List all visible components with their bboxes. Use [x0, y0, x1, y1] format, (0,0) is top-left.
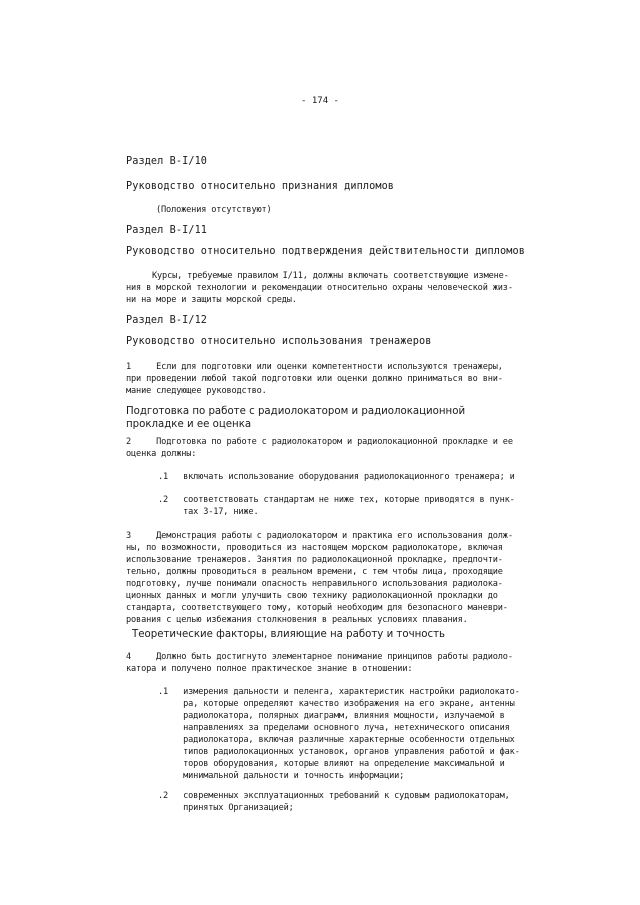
para-1-line: при проведении любой такой подготовки или оценки должно приниматься во вни-	[126, 374, 503, 384]
item-4-1-line: .1 измерения дальности и пеленга, характеристик настройки радиолокато-	[158, 687, 520, 697]
item-2-1: .1 включать использование оборудования радиолокационного тренажера; и	[158, 472, 515, 482]
para-3-line: подготовку, лучше понимали опасность неправильного использования радиолока-	[126, 579, 503, 589]
section-10-note: (Положения отсутствуют)	[156, 205, 272, 215]
para-4-line: 4 Должно быть достигнуто элементарное понимание принципов работы радиоло-	[126, 652, 513, 662]
para-3-line: использование тренажеров. Занятия по радиолокационной прокладке, предпочти-	[126, 555, 503, 565]
item-2-2-line: .2 соответствовать стандартам не ниже тех, которые приводятся в пунк-	[158, 495, 515, 505]
para-2-line: 2 Подготовка по работе с радиолокатором и радиолокационной прокладке и ее	[126, 437, 513, 447]
section-11-para-line: ни на море и защиты морской среды.	[126, 295, 297, 305]
para-3-line: ны, по возможности, проводиться из настоящем морском радиолокаторе, включая	[126, 543, 503, 553]
section-11-title: Руководство относительно подтверждения действительности дипломов	[126, 246, 525, 257]
item-4-2-line: принятых Организацией;	[158, 803, 294, 813]
para-3-line: 3 Демонстрация работы с радиолокатором и практика его использования долж-	[126, 531, 513, 541]
para-3-line: рования с целью избежания столкновения в реальных условиях плавания.	[126, 615, 468, 625]
item-4-1-line: радиолокатора, включая различные характерные особенности отдельных	[158, 735, 515, 745]
page-number: - 174 -	[301, 96, 339, 106]
item-4-1-line: типов радиолокационных установок, органов управления работой и фак-	[158, 747, 520, 757]
para-4-line: катора и получено полное практическое знание в отношении:	[126, 664, 413, 674]
item-4-1-line: ра, которые определяют качество изображения на его экране, антенны	[158, 699, 515, 709]
para-1-line: 1 Если для подготовки или оценки компетентности используются тренажеры,	[126, 362, 503, 372]
item-4-1-line: минимальной дальности и точность информации;	[158, 771, 405, 781]
section-11-para-line: ния в морской технологии и рекомендации относительно охраны человеческой жиз-	[126, 283, 513, 293]
para-3-line: ционных данных и могли улучшить свою технику радиолокационной прокладки до	[126, 591, 498, 601]
item-4-1-line: торов оборудования, которые влияют на определение максимальной и	[158, 759, 505, 769]
item-4-2-line: .2 современных эксплуатационных требований к судовым радиолокаторам,	[158, 791, 510, 801]
section-11-para-line: Курсы, требуемые правилом I/11, должны включать соответствующие измене-	[152, 271, 509, 281]
item-2-2-line: тах 3-17, ниже.	[158, 507, 259, 517]
section-12-title: Руководство относительно использования тренажеров	[126, 336, 432, 347]
subtitle-theoretical-factors: Теоретические факторы, влияющие на работу и точность	[132, 629, 446, 640]
para-1-line: мание следующее руководство.	[126, 386, 267, 396]
section-10-heading: Раздел B-I/10	[126, 156, 208, 167]
para-3-line: стандарта, соответствующего тому, который необходим для безопасного маневри-	[126, 603, 508, 613]
section-10-title: Руководство относительно признания дипломов	[126, 181, 395, 192]
item-4-1-line: радиолокатора, полярных диаграмм, влияния мощности, излучаемой в	[158, 711, 505, 721]
subtitle-radar-training: Подготовка по работе с радиолокатором и радиолокационной	[126, 406, 466, 417]
section-12-heading: Раздел B-I/12	[126, 315, 208, 326]
section-11-heading: Раздел B-I/11	[126, 225, 208, 236]
para-3-line: тельно, должны проводиться в реальном времени, с тем чтобы лица, проходящие	[126, 567, 503, 577]
subtitle-radar-training: прокладке и ее оценка	[126, 419, 252, 430]
para-2-line: оценка должны:	[126, 449, 197, 459]
item-4-1-line: направлениях за пределами основного луча, нетехнического описания	[158, 723, 510, 733]
